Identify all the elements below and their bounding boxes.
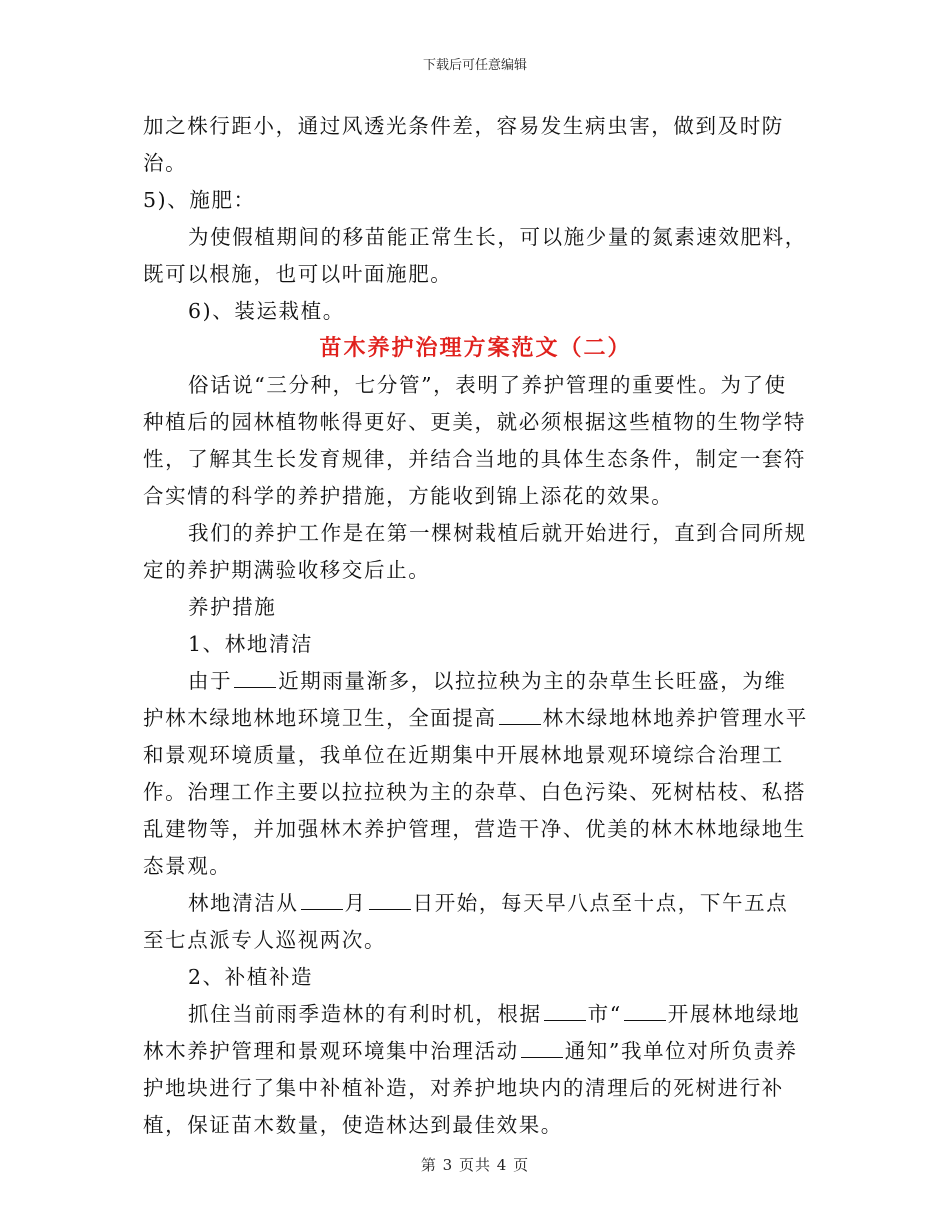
paragraph: 俗话说“三分种，七分管”，表明了养护管理的重要性。为了使种植后的园林植物帐得更好、更美，就必须根据这些植物的生物学特性，了解其生长发育规律，并结合当地的具体生态条件，制定一套符合实情的科学的养护措施，方能收到锦上添花的效果。 — [143, 373, 806, 508]
paragraph: 我们的养护工作是在第一棵树栽植后就开始进行，直到合同所规定的养护期满验收移交后止。 — [143, 521, 807, 582]
section-title: 苗木养护治理方案范文（二） — [319, 335, 632, 361]
paragraph: 1、林地清洁 — [188, 632, 314, 656]
page-header: 下载后可任意编辑 — [422, 58, 527, 73]
text-run: 为使假植期间的移苗能正常生长，可以施少量的氮素速效肥料， — [188, 225, 807, 249]
blank-line — [544, 1002, 586, 1021]
document-body — [143, 108, 808, 1144]
text-run: 由于 — [188, 669, 233, 693]
text-run: 日开始，每天早八点至十点，下午五点至七点派专人巡视两次。 — [143, 891, 789, 952]
paragraph — [143, 885, 808, 959]
text-run: 通知”我单位对所负责养护地块进行了集中补植补造，对养护地块内的清理后的死树进行补植，保证苗木数量，使造林达到最佳效果。 — [143, 1039, 798, 1137]
paragraph: 加之株行距小，通过风透光条件差，容易发生病虫害，做到及时防治。 — [143, 114, 784, 175]
blank-line — [624, 1002, 666, 1021]
blank-line — [521, 1039, 563, 1058]
blank-line — [499, 706, 541, 725]
paragraph — [143, 663, 808, 885]
paragraph — [143, 996, 808, 1144]
text-run: 近期雨量渐多，以拉拉秧为主的杂草生长旺盛，为维护林木绿地林地环境卫生，全面提高 — [143, 669, 787, 730]
text-run: 月 — [344, 891, 367, 915]
paragraph: 5)、施肥： — [143, 188, 256, 212]
paragraph: 6)、装运栽植。 — [188, 299, 345, 323]
text-run: 林地清洁从 — [188, 891, 299, 915]
blank-line — [369, 891, 411, 910]
page-footer: 第 3 页共 4 页 — [420, 1156, 530, 1174]
text-run: 林木绿地林地养护管理水平和景观环境质量，我单位在近期集中开展林地景观环境综合治理工作。治理工作主要以拉拉秧为主的杂草、白色污染、死树枯枝、私搭乱建物等，并加强林木养护管理，营造干净、优美的林木林地绿地生态景观。 — [143, 706, 808, 878]
paragraph: 养护措施 — [188, 595, 277, 619]
paragraph: 2、补植补造 — [188, 965, 314, 989]
blank-line — [301, 891, 343, 910]
text-run: 抓住当前雨季造林的有利时机，根据 — [188, 1002, 542, 1026]
paragraph: 既可以根施，也可以叶面施肥。 — [143, 262, 453, 286]
blank-line — [234, 669, 276, 688]
paragraph — [143, 219, 808, 256]
text-run: 开展林地绿地林木养护管理和景观环境集中治理活动 — [143, 1002, 801, 1063]
text-run: 市“ — [587, 1002, 622, 1026]
